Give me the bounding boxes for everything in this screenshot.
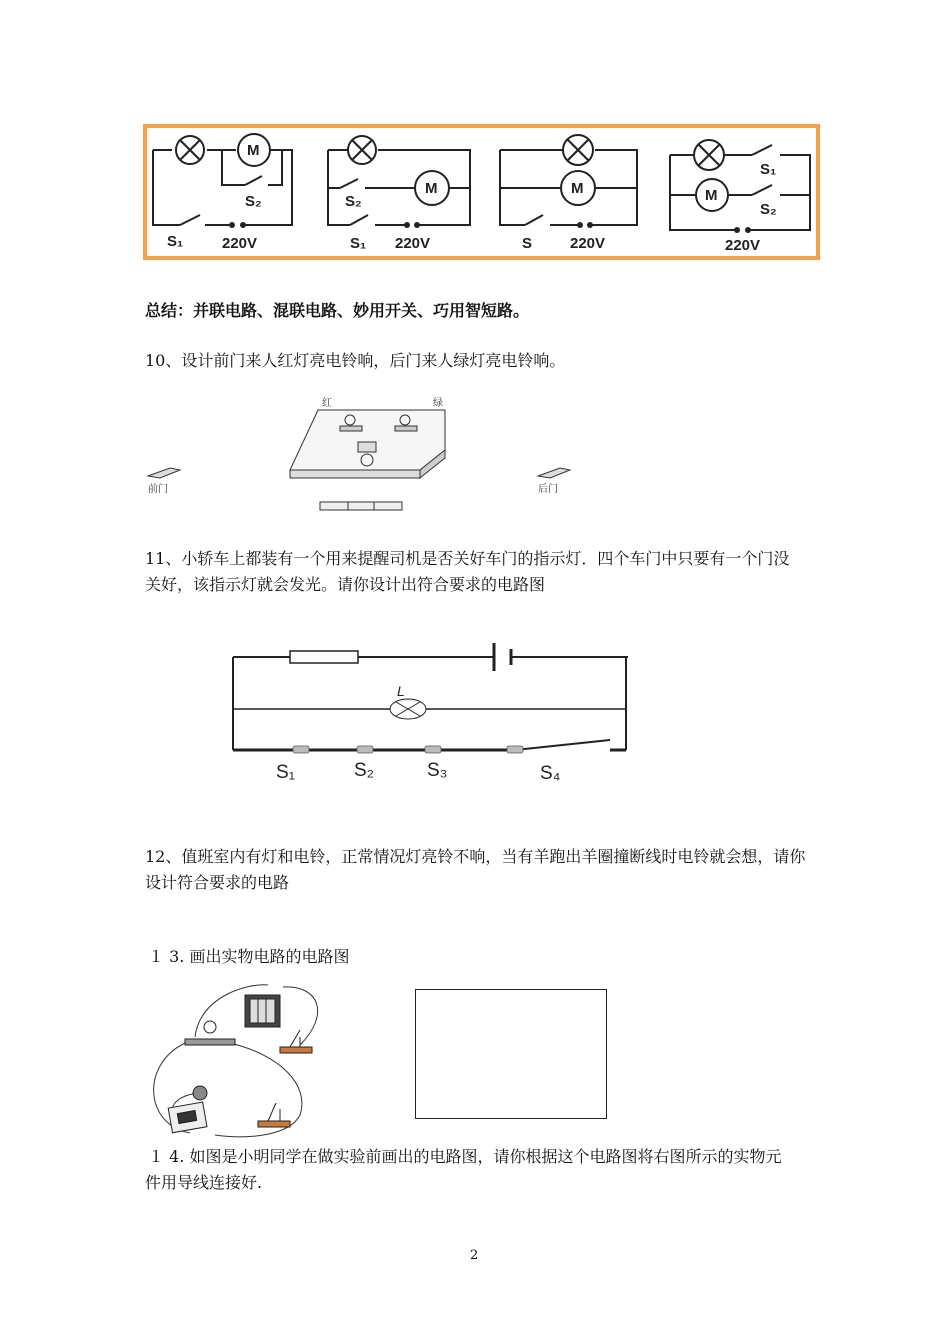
question-12-text-line2: 设计符合要求的电路	[145, 873, 290, 892]
summary-text: 总结：并联电路、混联电路、妙用开关、巧用智短路。	[145, 301, 530, 320]
bulb-icon	[185, 1021, 235, 1045]
front-door-switch-icon	[148, 468, 180, 478]
switch-label-s1: S₁	[276, 762, 296, 783]
bell-icon	[168, 1086, 207, 1133]
switch-label: S₁	[350, 235, 367, 252]
front-door-label: 前门	[148, 484, 168, 495]
red-label: 红	[322, 398, 332, 409]
switch-label: S₂	[345, 193, 362, 210]
switch-label: S	[522, 235, 533, 252]
voltage-label: 220V	[222, 235, 258, 252]
motor-label: M	[705, 187, 718, 204]
back-door-switch-icon	[538, 468, 570, 478]
question-13-text: １ 3. 画出实物电路的电路图	[148, 947, 350, 966]
battery-icon	[320, 502, 402, 510]
switch-s4-contact	[507, 746, 523, 753]
motor-label: M	[425, 180, 438, 197]
green-label: 绿	[433, 398, 443, 409]
voltage-label: 220V	[395, 235, 431, 252]
switch-label-s4: S₄	[540, 763, 561, 784]
lamp-label: L	[397, 683, 405, 699]
switch-s4-lever	[515, 740, 610, 750]
switch-label-s3: S₃	[427, 760, 448, 781]
top-circuit-figure	[0, 0, 950, 270]
motor-label: M	[571, 180, 584, 197]
switch-2-icon	[258, 1103, 290, 1127]
question-12-text-line1: 12、值班室内有灯和电铃，正常情况灯亮铃不响，当有羊跑出羊圈撞断线时电铃就会想，请你	[145, 847, 806, 866]
circuit-diagram-3	[500, 135, 637, 225]
switch-s2-contact	[357, 746, 373, 753]
question-11-text-line2: 关好，该指示灯就会发光。请你设计出符合要求的电路图	[145, 575, 546, 594]
page-number: 2	[470, 1248, 479, 1263]
switch-s1-contact	[293, 746, 309, 753]
switch-label: S₂	[245, 193, 262, 210]
question-11-text-line1: 11、小轿车上都装有一个用来提醒司机是否关好车门的指示灯．四个车门中只要有一个门没	[145, 549, 790, 568]
switch-1-icon	[280, 1030, 312, 1053]
question-14-text-line2: 件用导线连接好.	[145, 1173, 263, 1192]
circuit-diagram-4	[670, 140, 810, 230]
circuit-diagram-1	[153, 134, 292, 225]
wire	[283, 987, 318, 1045]
battery-box-icon	[245, 995, 280, 1027]
answer-box[interactable]	[415, 989, 607, 1119]
switch-label: S₁	[760, 161, 777, 178]
motor-label: M	[247, 142, 260, 159]
voltage-label: 220V	[725, 237, 761, 254]
question-10-text: 10、设计前门来人红灯亮电铃响，后门来人绿灯亮电铃响。	[145, 351, 566, 370]
question-14-text-line1: １ 4. 如图是小明同学在做实验前画出的电路图，请你根据这个电路图将右图所示的实物元	[148, 1147, 782, 1166]
switch-s3-contact	[425, 746, 441, 753]
question-10-figure	[0, 390, 950, 520]
voltage-label: 220V	[570, 235, 606, 252]
switch-label: S₁	[167, 233, 184, 250]
resistor-icon	[290, 651, 358, 663]
switch-label-s2: S₂	[354, 760, 375, 781]
back-door-label: 后门	[538, 484, 558, 495]
question-11-circuit	[0, 630, 950, 800]
switch-label: S₂	[760, 201, 777, 218]
circuit-diagram-2	[328, 136, 470, 225]
